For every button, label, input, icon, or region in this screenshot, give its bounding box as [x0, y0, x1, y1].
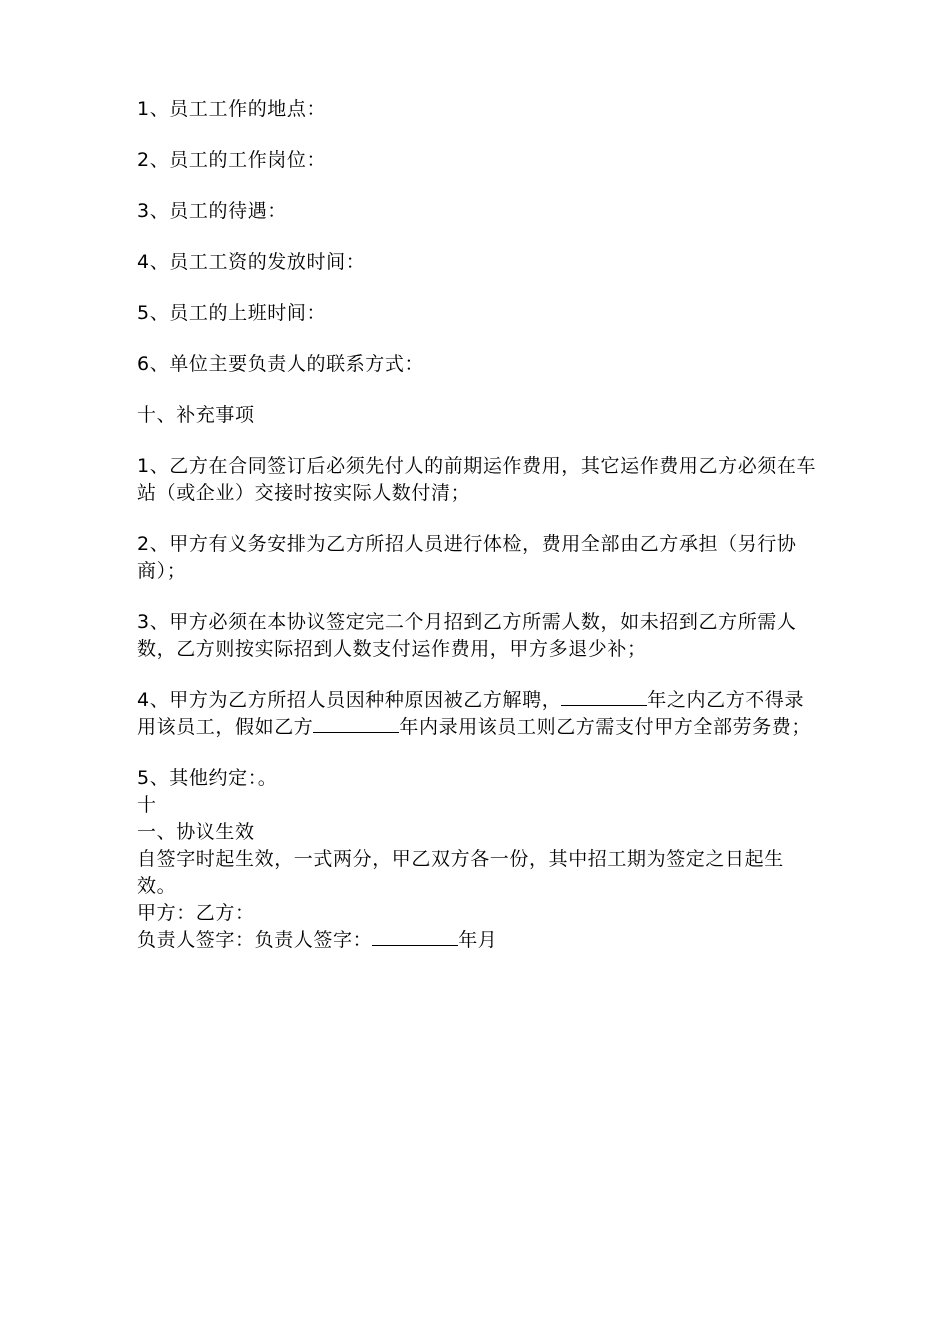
blank-line	[561, 687, 647, 706]
s10-item-5: 5、其他约定：。	[137, 767, 278, 789]
s10-item-4-part1: 4、甲方为乙方所招人员因种种原因被乙方解聘，	[137, 689, 562, 711]
s10-item-3: 3、甲方必须在本协议签定完二个月招到乙方所需人数，如未招到乙方所需人数，乙方则按实际招到人数支付运作费用，甲方多退少补；	[137, 611, 797, 660]
item-work-location: 1、员工工作的地点：	[137, 98, 327, 120]
parties-line: 甲方：乙方：	[137, 902, 255, 924]
s10-item-4-part2: 年之内乙方不得录用该员工，假如乙方	[137, 689, 805, 738]
signature-suffix: 年月	[458, 929, 498, 951]
item-work-hours: 5、员工的上班时间：	[137, 302, 327, 324]
blank-line	[313, 714, 399, 733]
s10-item-2: 2、甲方有义务安排为乙方所招人员进行体检，费用全部由乙方承担（另行协商）；	[137, 533, 797, 582]
s10-item-4-part3: 年内录用该员工则乙方需支付甲方全部劳务费；	[399, 716, 812, 738]
blank-line	[372, 927, 458, 946]
section-11-title: 一、协议生效	[137, 821, 255, 843]
s10-item-1: 1、乙方在合同签订后必须先付人的前期运作费用，其它运作费用乙方必须在车站（或企业）交接时按实际人数付清；	[137, 455, 817, 504]
signature-label: 负责人签字：负责人签字：	[137, 929, 373, 951]
document-body	[137, 96, 817, 954]
s10-item-4	[137, 687, 817, 741]
section-11-number: 十	[137, 794, 157, 816]
item-benefits: 3、员工的待遇：	[137, 200, 287, 222]
effect-text: 自签字时起生效，一式两分，甲乙双方各一份，其中招工期为签定之日起生效。	[137, 848, 784, 897]
item-job-position: 2、员工的工作岗位：	[137, 149, 327, 171]
signature-line	[137, 927, 817, 954]
item-pay-date: 4、员工工资的发放时间：	[137, 251, 366, 273]
section-10-title: 十、补充事项	[137, 404, 255, 426]
item-contact: 6、单位主要负责人的联系方式：	[137, 353, 425, 375]
